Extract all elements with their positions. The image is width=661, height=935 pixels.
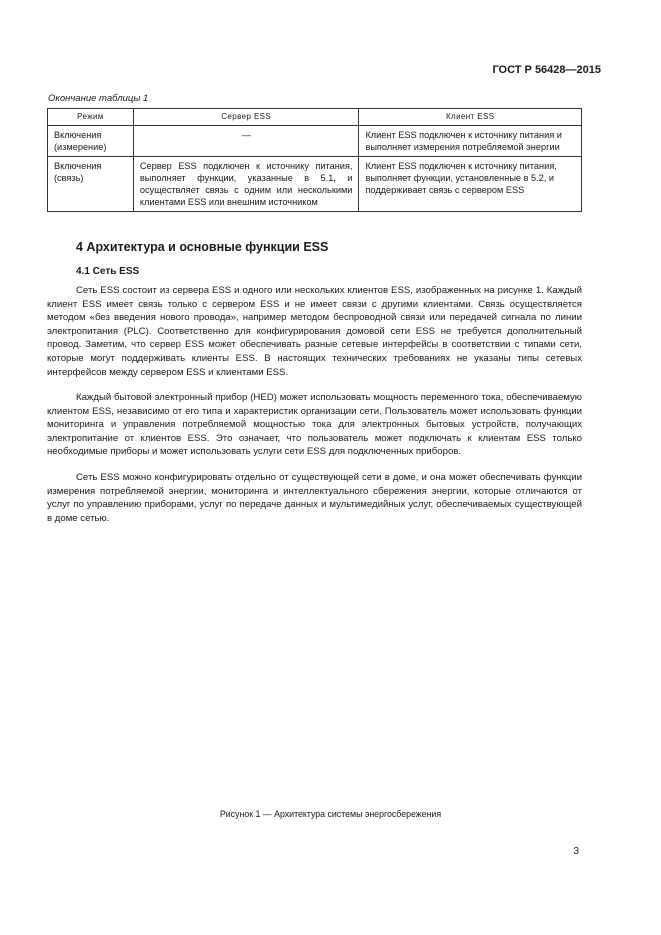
- cell-mode: Включения (связь): [48, 157, 134, 212]
- body-paragraph: Сеть ESS можно конфигурировать отдельно от существующей сети в доме, и она может обеспечивать функции измерения потребляемой энергии, мониторинга и интеллектуального сбережения энергии, которые отличаются от услуг по управлению приборами, услуг по передаче данных и мультимедийных услуг, обеспечиваемых существующей в доме сетью.: [47, 472, 582, 524]
- table-row: [48, 157, 582, 212]
- cell-server: —: [133, 126, 359, 157]
- column-header-mode: Режим: [48, 109, 134, 126]
- body-paragraph: Каждый бытовой электронный прибор (HED) может использовать мощность переменного тока, обеспечиваемую клиентом ESS, независимо от его типа и характеристик организации сети. Пользователь может использовать функции мониторинга и управления потребляемой мощностью тока для электронных бытовых устройств, получающих электропитание от клиентов ESS. Это означает, что пользователь может подключать к клиентам ESS только необходимые приборы и может использовать услуги сети ESS для подключенных приборов.: [47, 392, 582, 458]
- table-header-row: [48, 109, 582, 126]
- standard-code: ГОСТ Р 56428—2015: [492, 64, 601, 76]
- body-paragraph: Сеть ESS состоит из сервера ESS и одного или нескольких клиентов ESS, изображенных на рисунке 1. Каждый клиент ESS имеет связь только с сервером ESS и не имеет связи с другими клиентами. Связь осуществляется методом «без введения нового провода», например методом беспроводной связи или передачей сигнала по линии электропитания (PLC). Соответственно для конфигурирования домовой сети ESS не требуется дополнительный провод. Заметим, что сервер ESS может обеспечивать разные сетевые интерфейсы в соответствии с типами сети, которые могут поддерживать клиенты ESS. В настоящих технических требованиях не указаны типы сетевых интерфейсов между сервером ESS и клиентами ESS.: [47, 285, 582, 378]
- table-caption: Окончание таблицы 1: [48, 93, 149, 104]
- continuation-table: [47, 108, 582, 212]
- column-header-client: Клиент ESS: [359, 109, 582, 126]
- column-header-server: Сервер ESS: [133, 109, 359, 126]
- cell-client: Клиент ESS подключен к источнику питания, выполняет функции, установленные в 5.2, и поддерживает связь с сервером ESS: [359, 157, 582, 212]
- page-number: 3: [573, 846, 579, 857]
- cell-server: Сервер ESS подключен к источнику питания, выполняет функции, указанные в 5.1, и осуществляет связь с одним или несколькими клиентами ESS или внешним источником: [133, 157, 359, 212]
- table-row: [48, 126, 582, 157]
- cell-client: Клиент ESS подключен к источнику питания и выполняет измерения потребляемой энергии: [359, 126, 582, 157]
- cell-mode: Включения (измерение): [48, 126, 134, 157]
- subsection-heading: 4.1 Сеть ESS: [76, 266, 140, 277]
- figure-caption: Рисунок 1 — Архитектура системы энергосбережения: [219, 809, 442, 819]
- section-heading: 4 Архитектура и основные функции ESS: [76, 240, 329, 254]
- architecture-diagram: [0, 548, 661, 808]
